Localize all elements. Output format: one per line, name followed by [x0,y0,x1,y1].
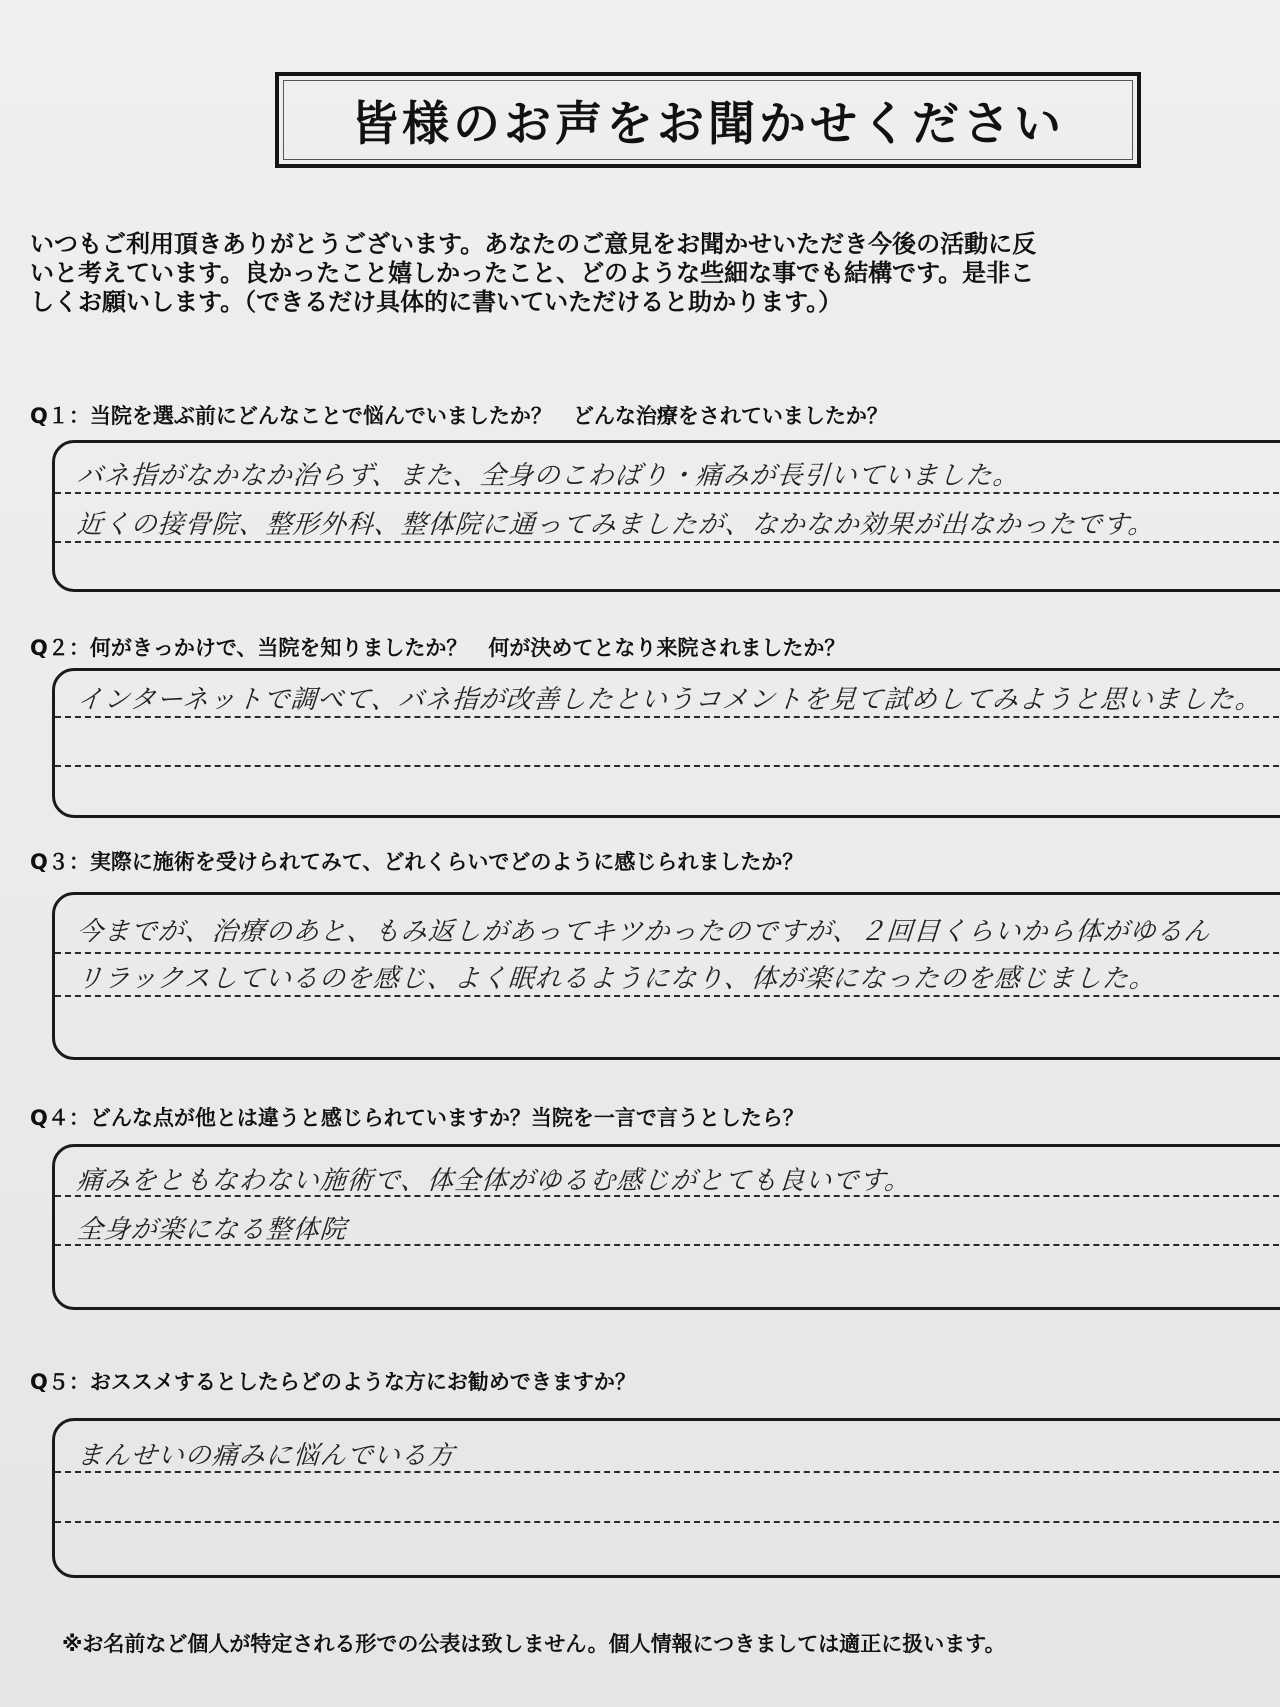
answer-line [55,952,1280,954]
intro-text [30,230,1280,317]
question-4-answer-box [52,1144,1280,1310]
question-5-answer-box [52,1418,1280,1578]
question-2-label: Q２：何がきっかけで、当院を知りましたか？ 何が決めてとなり来院されましたか？ [30,636,846,660]
handwritten-answer: 全身が楽になる整体院 [75,1215,348,1245]
question-3-label: Q３：実際に施術を受けられてみて、どれくらいでどのように感じられましたか？ [30,850,804,874]
answer-line [55,492,1280,494]
question-1-answer-box [52,440,1280,592]
question-1-label: Q１：当院を選ぶ前にどんなことで悩んでいましたか？ どんな治療をされていましたか？ [30,404,888,428]
answer-line [55,541,1280,543]
handwritten-answer: リラックスしているのを感じ、よく眠れるようになり、体が楽になったのを感じました。 [75,964,1158,994]
question-4-label: Q４：どんな点が他とは違うと感じられていますか？当院を一言で言うとしたら？ [30,1106,804,1130]
handwritten-answer: 痛みをともなわない施術で、体全体がゆるむ感じがとても良いです。 [75,1166,913,1196]
answer-line [55,765,1280,767]
intro-line: いつもご利用頂きありがとうございます。あなたのご意見をお聞かせいただき今後の活動に反 [30,230,1037,258]
intro-line: いと考えています。良かったこと嬉しかったこと、どのような些細な事でも結構です。是非こ [30,259,1035,287]
question-5-label: Q５：おススメするとしたらどのような方にお勧めできますか？ [30,1370,636,1394]
title-box [275,72,1141,168]
handwritten-answer: 近くの接骨院、整形外科、整体院に通ってみましたが、なかなか効果が出なかったです。 [75,510,1156,540]
handwritten-answer: インターネットで調べて、バネ指が改善したというコメントを見て試めしてみようと思いました。 [75,685,1264,715]
question-2-answer-box [52,668,1280,818]
answer-line [55,716,1280,718]
privacy-note: ※お名前など個人が特定される形での公表は致しません。個人情報につきましては適正に扱います。 [62,1632,1006,1656]
answer-line [55,1521,1280,1523]
handwritten-answer: 今までが、治療のあと、もみ返しがあってキツかったのですが、２回目くらいから体がゆるん [75,917,1212,947]
intro-line: しくお願いします。（できるだけ具体的に書いていただけると助かります。） [30,288,843,316]
page-title: 皆様のお声をお聞かせください [351,96,1065,152]
handwritten-answer: バネ指がなかなか治らず、また、全身のこわばり・痛みが長引いていました。 [75,461,1021,491]
answer-line [55,995,1280,997]
question-3-answer-box [52,892,1280,1060]
handwritten-answer: まんせいの痛みに悩んでいる方 [75,1441,456,1471]
